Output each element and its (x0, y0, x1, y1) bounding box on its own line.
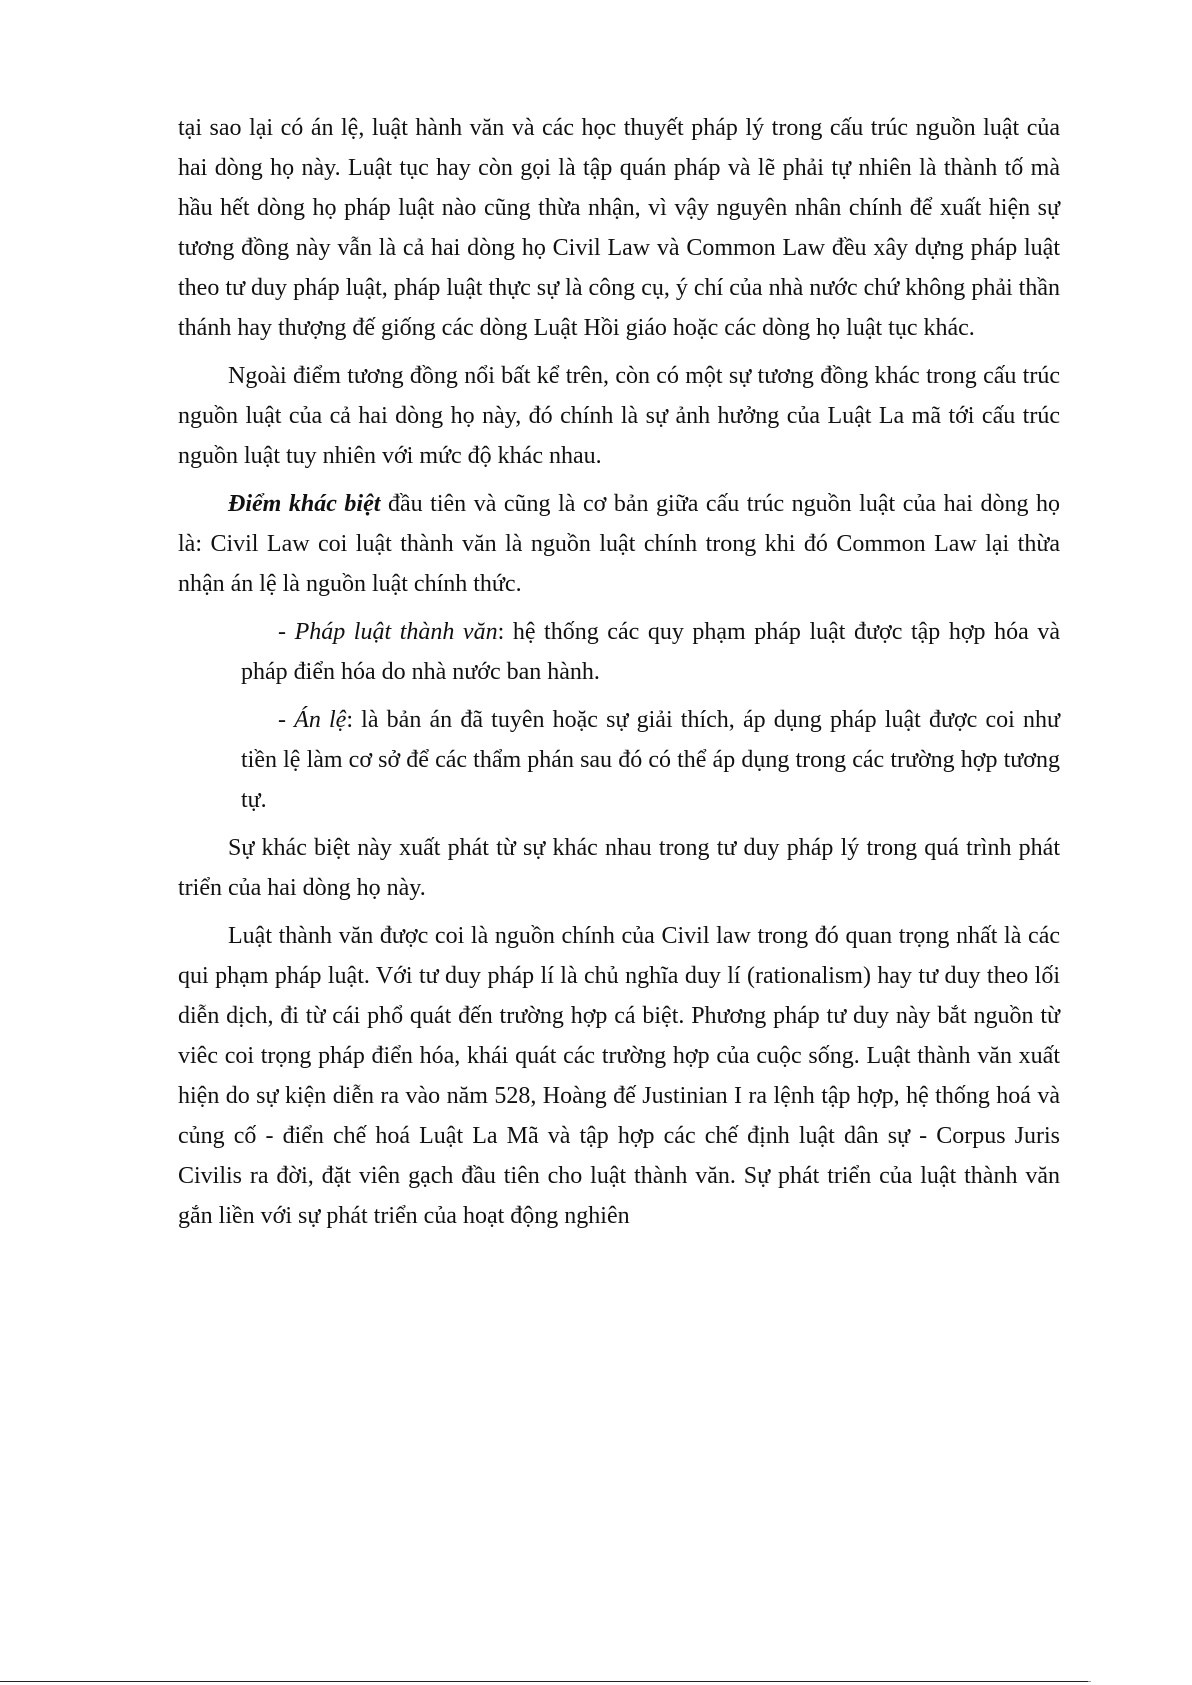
definition-written-law (241, 612, 1060, 692)
paragraph-1: tại sao lại có án lệ, luật hành văn và các học thuyết pháp lý trong cấu trúc nguồn luật của hai dòng họ này. Luật tục hay còn gọi là tập quán pháp và lẽ phải tự nhiên là thành tố mà hầu hết dòng họ pháp luật nào cũng thừa nhận, vì vậy nguyên nhân chính để xuất hiện sự tương đồng này vẫn là cả hai dòng họ Civil Law và Common Law đều xây dựng pháp luật theo tư duy pháp luật, pháp luật thực sự là công cụ, ý chí của nhà nước chứ không phải thần thánh hay thượng đế giống các dòng Luật Hồi giáo hoặc các dòng họ luật tục khác. (178, 115, 1060, 341)
page-bottom-rule (0, 1681, 1088, 1682)
definition-precedent (241, 700, 1060, 820)
paragraph-2: Ngoài điểm tương đồng nổi bất kể trên, còn có một sự tương đồng khác trong cấu trúc nguồn luật của cả hai dòng họ này, đó chính là sự ảnh hưởng của Luật La mã tới cấu trúc nguồn luật tuy nhiên với mức độ khác nhau. (178, 363, 1060, 469)
term-written-law: Pháp luật thành văn (294, 619, 498, 645)
term-precedent: Án lệ (294, 707, 347, 733)
paragraph-3 (178, 484, 1060, 604)
paragraph-4: Sự khác biệt này xuất phát từ sự khác nhau trong tư duy pháp lý trong quá trình phát triển của hai dòng họ này. (178, 835, 1060, 901)
definition-dash: - (278, 619, 295, 645)
definition-precedent-text: : là bản án đã tuyên hoặc sự giải thích, áp dụng pháp luật được coi như tiền lệ làm cơ sở để các thẩm phán sau đó có thể áp dụng trong các trường hợp tương tự. (241, 707, 1060, 813)
paragraph-5: Luật thành văn được coi là nguồn chính của Civil law trong đó quan trọng nhất là các qui phạm pháp luật. Với tư duy pháp lí là chủ nghĩa duy lí (rationalism) hay tư duy theo lối diễn dịch, đi từ cái phổ quát đến trường hợp cá biệt. Phương pháp tư duy này bắt nguồn từ viêc coi trọng pháp điển hóa, khái quát các trường hợp của cuộc sống. Luật thành văn xuất hiện do sự kiện diễn ra vào năm 528, Hoàng đế Justinian I ra lệnh tập hợp, hệ thống hoá và củng cố - điển chế hoá Luật La Mã và tập hợp các chế định luật dân sự - Corpus Juris Civilis ra đời, đặt viên gạch đầu tiên cho luật thành văn. Sự phát triển của luật thành văn gắn liền với sự phát triển của hoạt động nghiên (178, 923, 1060, 1229)
page-bottom-tick (1088, 1681, 1091, 1682)
document-body (178, 108, 1060, 1244)
emphasis-difference: Điểm khác biệt (228, 491, 381, 517)
paragraph-3-text: đầu tiên và cũng là cơ bản giữa cấu trúc nguồn luật của hai dòng họ là: Civil Law coi luật thành văn là nguồn luật chính trong khi đó Common Law lại thừa nhận án lệ là nguồn luật chính thức. (178, 491, 1060, 597)
definition-dash: - (278, 707, 295, 733)
definition-written-law-text: : hệ thống các quy phạm pháp luật được tập hợp hóa và pháp điển hóa do nhà nước ban hành. (241, 619, 1060, 685)
